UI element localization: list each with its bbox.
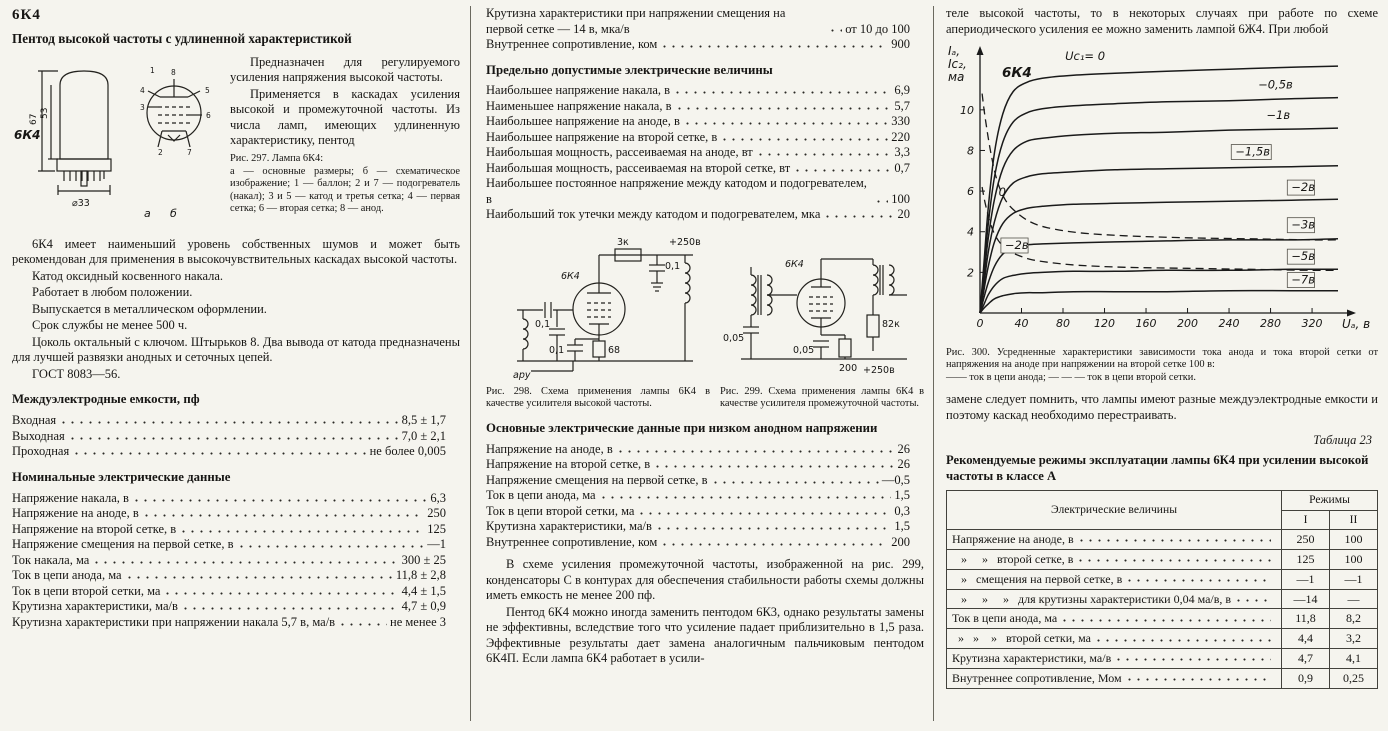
spec-label: Внутреннее сопротивление, ком: [486, 37, 658, 51]
spec-row: [486, 161, 924, 177]
spec-value: 1,5: [894, 488, 910, 503]
dot-leader: [673, 86, 891, 98]
spec-row: [486, 6, 924, 37]
table-value-mode1: 250: [1282, 529, 1330, 549]
fig297-pin-7: 7: [187, 147, 192, 157]
fig298-decoupling-cap-label: 0,1: [665, 260, 681, 272]
body-paragraph: В схеме усиления промежуточной частоты, изображенной на рис. 299, конденсаторы С в контурах для обеспечения стабильности работы схемы должны иметь емкость не менее 200 пф.: [486, 557, 924, 603]
spec-row: [486, 473, 924, 489]
column-divider-2: [933, 6, 934, 721]
table-row: [947, 549, 1378, 569]
section-heading-nominal: Номинальные электрические данные: [12, 469, 231, 484]
spec-value: не более 0,005: [369, 444, 446, 459]
svg-text:6К4: 6К4: [1002, 65, 1032, 81]
spec-value: 4,7 ± 0,9: [401, 599, 446, 614]
spec-label: Ток в цепи анода, ма: [12, 568, 122, 583]
spec-label: Крутизна характеристики, ма/в: [12, 599, 178, 614]
fig298-tube-label: 6К4: [561, 270, 580, 282]
table-value-mode1: 4,7: [1282, 649, 1330, 669]
spec-row: [486, 37, 924, 53]
svg-text:2: 2: [967, 266, 974, 280]
table-row-label: Внутреннее сопротивление, Мом: [952, 671, 1122, 686]
table-col-parameters: Электрические величины: [947, 491, 1282, 530]
table-value-mode1: 0,9: [1282, 669, 1330, 689]
spec-row: [12, 553, 460, 569]
fig300-caption: Рис. 300. Усредненные характеристики зависимости тока анода и тока второй сетки от напряжения на аноде при напряжении на второй сетке 100 в:: [946, 347, 1378, 371]
spec-label: Напряжение на второй сетке, в: [12, 521, 177, 536]
fig298-supply-label: +250в: [669, 236, 701, 248]
dot-leader: [711, 475, 879, 487]
fig299-caption: Рис. 299. Схема применения лампы 6К4 в качестве усилителя промежуточной частоты.: [720, 385, 924, 410]
spec-row: [12, 568, 460, 584]
svg-text:120: 120: [1094, 317, 1116, 330]
spec-label: Входная: [12, 413, 57, 428]
spec-row: [12, 537, 460, 553]
spec-value: 0,7: [894, 160, 910, 175]
table-value-mode2: 8,2: [1330, 609, 1378, 629]
svg-text:−2в: −2в: [1291, 180, 1316, 195]
spec-value: 6,3: [430, 490, 446, 505]
table-row-label: Крутизна характеристики, ма/в: [952, 651, 1112, 666]
spec-row: [486, 176, 924, 207]
dot-leader: [237, 540, 425, 552]
dot-leader: [660, 40, 888, 52]
fig297-sublabel-a: а: [144, 206, 151, 220]
fig297-caption-title: Рис. 297. Лампа 6К4:: [230, 152, 324, 164]
fig297-linework: [38, 71, 202, 195]
spec-label: Ток в цепи второй сетки, ма: [486, 503, 635, 518]
spec-row: [486, 488, 924, 504]
column-left: [12, 6, 460, 630]
table-value-mode2: —: [1330, 589, 1378, 609]
body-paragraph: замене следует помнить, что лампы имеют разные междуэлектродные емкости и поэтому каскад необходимо перестраивать.: [946, 392, 1378, 422]
svg-text:4: 4: [967, 225, 974, 239]
spec-row: [12, 429, 460, 445]
table-value-mode2: 3,2: [1330, 629, 1378, 649]
dot-leader: [163, 586, 398, 598]
spec-label: Напряжение на второй сетке, в: [486, 457, 651, 472]
spec-row: [486, 130, 924, 146]
fig299-bypass-cap-label: 0,05: [793, 344, 815, 356]
column-middle: [486, 6, 924, 668]
figure-297: [12, 55, 460, 231]
table-mode-I: I: [1282, 510, 1330, 529]
fig299-linework: [741, 259, 907, 359]
spec-label: Проходная: [12, 444, 70, 459]
spec-label: Напряжение накала, в: [12, 490, 129, 505]
fig297-tube-drawing: [12, 55, 224, 231]
fig297-pin-2: 2: [158, 147, 163, 157]
dot-leader: [142, 509, 425, 521]
figure-298: [486, 231, 710, 411]
spec-value: 330: [891, 114, 910, 129]
dot-leader: [675, 101, 892, 113]
dot-leader: [660, 537, 888, 549]
spec-value: 26: [897, 457, 910, 472]
spec-value: 200: [891, 534, 910, 549]
fig299-tube-label: 6К4: [785, 258, 804, 270]
spec-label: Выходная: [12, 428, 65, 443]
body-paragraph: 6К4 имеет наименьший уровень собственных шумов и может быть рекомендован для применения в высокочувствительных каскадах высокой частоты.: [12, 236, 460, 267]
table-row: [947, 569, 1378, 589]
svg-text:ма: ма: [948, 70, 965, 84]
spec-label: Наибольшее постоянное напряжение между катодом и подогревателем, в: [486, 176, 871, 206]
table-value-mode1: 4,4: [1282, 629, 1330, 649]
spec-value: 7,0 ± 2,1: [401, 428, 446, 443]
table-value-mode1: —14: [1282, 589, 1330, 609]
figure-299: [720, 231, 924, 411]
spec-label: Наибольшее напряжение на второй сетке, в: [486, 129, 718, 144]
dot-leader: [637, 506, 891, 518]
dot-leader: [72, 447, 366, 459]
spec-row: [12, 522, 460, 538]
fig298-agc-label: ару: [513, 369, 531, 381]
fig297-pin-8: 8: [171, 67, 176, 77]
svg-text:−7в: −7в: [1291, 272, 1316, 287]
svg-text:−1в: −1в: [1266, 107, 1291, 122]
spec-value: 26: [897, 441, 910, 456]
spec-label: Наибольший ток утечки между катодом и подогревателем, мка: [486, 207, 821, 222]
spec-label: Наименьшее напряжение накала, в: [486, 98, 672, 113]
table-row: [947, 669, 1378, 689]
fig299-supply-label: +250в: [863, 364, 895, 376]
svg-text:−3в: −3в: [1291, 217, 1316, 232]
spec-label: Крутизна характеристики, ма/в: [486, 519, 652, 534]
table-value-mode2: 0,25: [1330, 669, 1378, 689]
svg-text:8: 8: [967, 144, 974, 158]
fig297-pin-4: 4: [140, 85, 145, 95]
spec-value: 8,5 ± 1,7: [401, 413, 446, 428]
body-paragraph: Пентод 6К4 можно иногда заменить пентодом 6К3, однако результаты замены не эффективны, вследствие того что усиление падает приблизительно в 1,5 раза. Эффективные результаты дает замена аналогичным пальчиковым пентодом 6К4П. Если лампа 6К4 работает в усили-: [486, 604, 924, 666]
fig298-schematic: [487, 231, 709, 383]
svg-text:320: 320: [1301, 317, 1323, 330]
fig297-dim-53: 53: [40, 107, 50, 119]
table-value-mode1: 125: [1282, 549, 1330, 569]
spec-row: [12, 584, 460, 600]
table-row: [947, 609, 1378, 629]
dot-leader: [179, 524, 424, 536]
dot-leader: [874, 194, 888, 206]
spec-value: —0,5: [881, 472, 910, 487]
fig297-pin-1: 1: [150, 65, 155, 75]
dot-leader: [1125, 574, 1271, 586]
intro-paragraph-1: Предназначен для регулируемого усиления напряжения высокой частоты.: [230, 54, 460, 85]
dot-leader: [1060, 613, 1271, 625]
spec-label: Наибольшее напряжение накала, в: [486, 83, 671, 98]
dot-leader: [1114, 653, 1271, 665]
dot-leader: [92, 555, 398, 567]
table-value-mode1: —1: [1282, 569, 1330, 589]
fig298-grid-cap-label: 0,1: [535, 318, 551, 330]
table-row-label: » » второй сетке, в: [952, 551, 1074, 566]
spec-row: [12, 615, 460, 631]
svg-text:280: 280: [1260, 317, 1282, 330]
spec-label: Напряжение смещения на первой сетке, в: [486, 472, 708, 487]
spec-row: [486, 99, 924, 115]
operating-modes-table: [946, 490, 1378, 689]
spec-value: 5,7: [894, 98, 910, 113]
dot-leader: [181, 602, 399, 614]
intro-paragraph-2: Применяется в каскадах усиления высокой и промежуточной частоты. Из числа ламп, имеющих удлиненную характеристику, пентод: [230, 86, 460, 148]
spec-value: 1,5: [894, 519, 910, 534]
table-value-mode1: 11,8: [1282, 609, 1330, 629]
spec-label: Напряжение на аноде, в: [12, 506, 139, 521]
spec-row: [486, 442, 924, 458]
body-paragraph: Срок службы не менее 500 ч.: [32, 318, 188, 333]
body-paragraph: теле высокой частоты, то в некоторых случаях при работе по схеме апериодического усиления ее можно заменить лампой 6Ж4. При любой: [946, 6, 1378, 36]
spec-row: [12, 491, 460, 507]
fig297-side-text: [230, 55, 460, 231]
dot-leader: [1094, 633, 1271, 645]
svg-text:Iₐ,: Iₐ,: [948, 44, 961, 58]
column-right: [946, 6, 1378, 689]
spec-row: [12, 599, 460, 615]
svg-text:−5в: −5в: [1291, 249, 1316, 264]
dot-leader: [68, 431, 399, 443]
fig297-tube-label: 6К4: [14, 127, 41, 142]
table-row-label: » » » для крутизны характеристики 0,04 ма/в, в: [952, 591, 1232, 606]
fig297-pin-6: 6: [206, 110, 211, 120]
svg-text:40: 40: [1014, 317, 1029, 330]
spec-value: 220: [891, 129, 910, 144]
table-row-label: Ток в цепи анода, ма: [952, 611, 1058, 626]
spec-value: 100: [891, 191, 910, 206]
spec-label: Ток в цепи анода, ма: [486, 488, 596, 503]
spec-row: [12, 506, 460, 522]
spec-label: Крутизна характеристики при напряжении накала 5,7 в, ма/в: [12, 614, 336, 629]
fig297-sublabel-b: б: [170, 206, 177, 220]
figures-298-299: [486, 231, 924, 411]
column-divider-1: [470, 6, 471, 721]
table-mode-II: II: [1330, 510, 1378, 529]
dot-leader: [338, 617, 387, 629]
fig297-pin-5: 5: [205, 85, 210, 95]
spec-row: [12, 444, 460, 460]
dot-leader: [823, 210, 894, 222]
fig299-schematic: [721, 231, 923, 383]
spec-label: Наибольшая мощность, рассеиваемая на второй сетке, вт: [486, 160, 791, 175]
dot-leader: [1234, 593, 1271, 605]
svg-text:80: 80: [1056, 317, 1071, 330]
page-title: Пентод высокой частоты с удлиненной характеристикой: [12, 30, 352, 46]
spec-row: [12, 413, 460, 429]
spec-value: не менее 3: [390, 614, 446, 629]
fig299-cathode-resistor-label: 200: [839, 362, 858, 374]
spec-value: —1: [427, 537, 446, 552]
table-row: [947, 529, 1378, 549]
body-paragraph: Катод оксидный косвенного накала.: [32, 268, 224, 283]
spec-row: [486, 519, 924, 535]
spec-label: Ток накала, ма: [12, 552, 90, 567]
svg-text:−1,5в: −1,5в: [1235, 144, 1270, 159]
table-row-label: Напряжение на аноде, в: [952, 531, 1074, 546]
spec-label: Напряжение на аноде, в: [486, 441, 613, 456]
svg-text:240: 240: [1218, 317, 1240, 330]
dot-leader: [599, 491, 892, 503]
dot-leader: [655, 522, 891, 534]
table-row: [947, 589, 1378, 609]
dot-leader: [828, 24, 842, 36]
svg-text:0: 0: [976, 317, 984, 330]
spec-label: Наибольшее напряжение на аноде, в: [486, 114, 680, 129]
fig298-caption: Рис. 298. Схема применения лампы 6К4 в качестве усилителя высокой частоты.: [486, 385, 710, 410]
table-value-mode2: 100: [1330, 549, 1378, 569]
spec-row: [486, 504, 924, 520]
fig297-pin-3: 3: [140, 102, 145, 112]
dot-leader: [1076, 554, 1271, 566]
body-paragraph: Работает в любом положении.: [32, 285, 193, 300]
spec-label: Напряжение смещения на первой сетке, в: [12, 537, 234, 552]
spec-label: Крутизна характеристики при напряжении смещения на первой сетке — 14 в, мка/в: [486, 6, 789, 36]
table-number: Таблица 23: [1313, 433, 1372, 448]
svg-text:−0,5в: −0,5в: [1258, 77, 1293, 92]
fig300-legend: —— ток в цепи анода; — — — ток в цепи второй сетки.: [946, 371, 1196, 383]
table-value-mode2: 100: [1330, 529, 1378, 549]
section-heading-low-voltage: Основные электрические данные при низком анодном напряжении: [486, 420, 878, 435]
spec-value: от 10 до 100: [845, 21, 910, 36]
spec-row: [486, 457, 924, 473]
dot-leader: [59, 416, 398, 428]
dot-leader: [132, 493, 427, 505]
spec-value: 11,8 ± 2,8: [395, 568, 446, 583]
dot-leader: [720, 132, 888, 144]
svg-text:160: 160: [1135, 317, 1157, 330]
table-value-mode2: —1: [1330, 569, 1378, 589]
fig299-anode-resistor-label: 82к: [882, 318, 900, 330]
fig299-input-cap-label: 0,05: [723, 332, 745, 344]
spec-value: 3,3: [894, 145, 910, 160]
table-row: [947, 649, 1378, 669]
section-heading-capacitances: Междуэлектродные емкости, пф: [12, 392, 200, 407]
spec-row: [486, 145, 924, 161]
dot-leader: [653, 460, 894, 472]
spec-value: 6,9: [894, 83, 910, 98]
fig298-bypass-cap-label: 0,1: [549, 344, 565, 356]
spec-value: 20: [897, 207, 910, 222]
svg-text:Iс₂,: Iс₂,: [948, 57, 967, 71]
table-row: [947, 629, 1378, 649]
spec-value: 125: [427, 521, 446, 536]
dot-leader: [793, 163, 891, 175]
fig297-dim-diameter: ⌀33: [72, 197, 90, 209]
spec-row: [486, 207, 924, 223]
svg-text:10: 10: [960, 103, 974, 117]
fig298-cathode-resistor-label: 68: [608, 344, 621, 356]
fig297-caption-body: а — основные размеры; б — схематическое изображение; 1 — баллон; 2 и 7 — подогреватель (накал); 3 и 5 — катод и третья сетка; 4 — первая сетка; 6 — вторая сетка; 8 — анод.: [230, 165, 460, 215]
table-col-modes: Режимы: [1282, 491, 1378, 510]
dot-leader: [756, 148, 892, 160]
spec-row: [486, 114, 924, 130]
svg-text:Uₐ, в: Uₐ, в: [1342, 317, 1371, 331]
body-paragraph: Цоколь октальный с ключом. Штырьков 8. Два вывода от катода предназначены для лучшей развязки анодных и сеточных цепей.: [12, 334, 460, 365]
fig297-dim-67: 67: [29, 113, 39, 125]
table-row-label: » смещения на первой сетке, в: [952, 571, 1123, 586]
tube-name-header: 6К4: [12, 7, 41, 23]
svg-text:−2в: −2в: [1004, 238, 1029, 252]
spec-value: 0,3: [894, 503, 910, 518]
table-heading: Рекомендуемые режимы эксплуатации лампы 6К4 при усилении высокой частоты в классе А: [946, 452, 1369, 483]
body-paragraph: ГОСТ 8083—56.: [32, 366, 121, 381]
svg-text:200: 200: [1177, 317, 1199, 330]
dot-leader: [683, 117, 888, 129]
spec-label: Наибольшая мощность, рассеиваемая на аноде, вт: [486, 145, 753, 160]
svg-text:Uc₁= 0: Uc₁= 0: [1065, 49, 1106, 64]
table-value-mode2: 4,1: [1330, 649, 1378, 669]
table-row-label: » » » второй сетки, ма: [952, 631, 1092, 646]
spec-value: 250: [427, 506, 446, 521]
spec-row: [486, 83, 924, 99]
body-paragraph: Выпускается в металлическом оформлении.: [32, 301, 267, 316]
svg-text:0: 0: [998, 185, 1007, 200]
spec-value: 900: [891, 37, 910, 51]
dot-leader: [1125, 673, 1271, 685]
dot-leader: [616, 444, 895, 456]
spec-label: Ток в цепи второй сетки, ма: [12, 583, 161, 598]
svg-text:6: 6: [967, 185, 974, 199]
section-heading-limits: Предельно допустимые электрические величины: [486, 62, 773, 77]
dot-leader: [125, 571, 393, 583]
spec-value: 4,4 ± 1,5: [401, 583, 446, 598]
spec-value: 300 ± 25: [401, 552, 446, 567]
fig298-anode-resistor-label: 3к: [617, 236, 629, 248]
fig300-characteristic-chart: [946, 41, 1378, 345]
spec-row: [486, 535, 924, 551]
spec-label: Внутреннее сопротивление, ком: [486, 534, 658, 549]
dot-leader: [1077, 534, 1271, 546]
